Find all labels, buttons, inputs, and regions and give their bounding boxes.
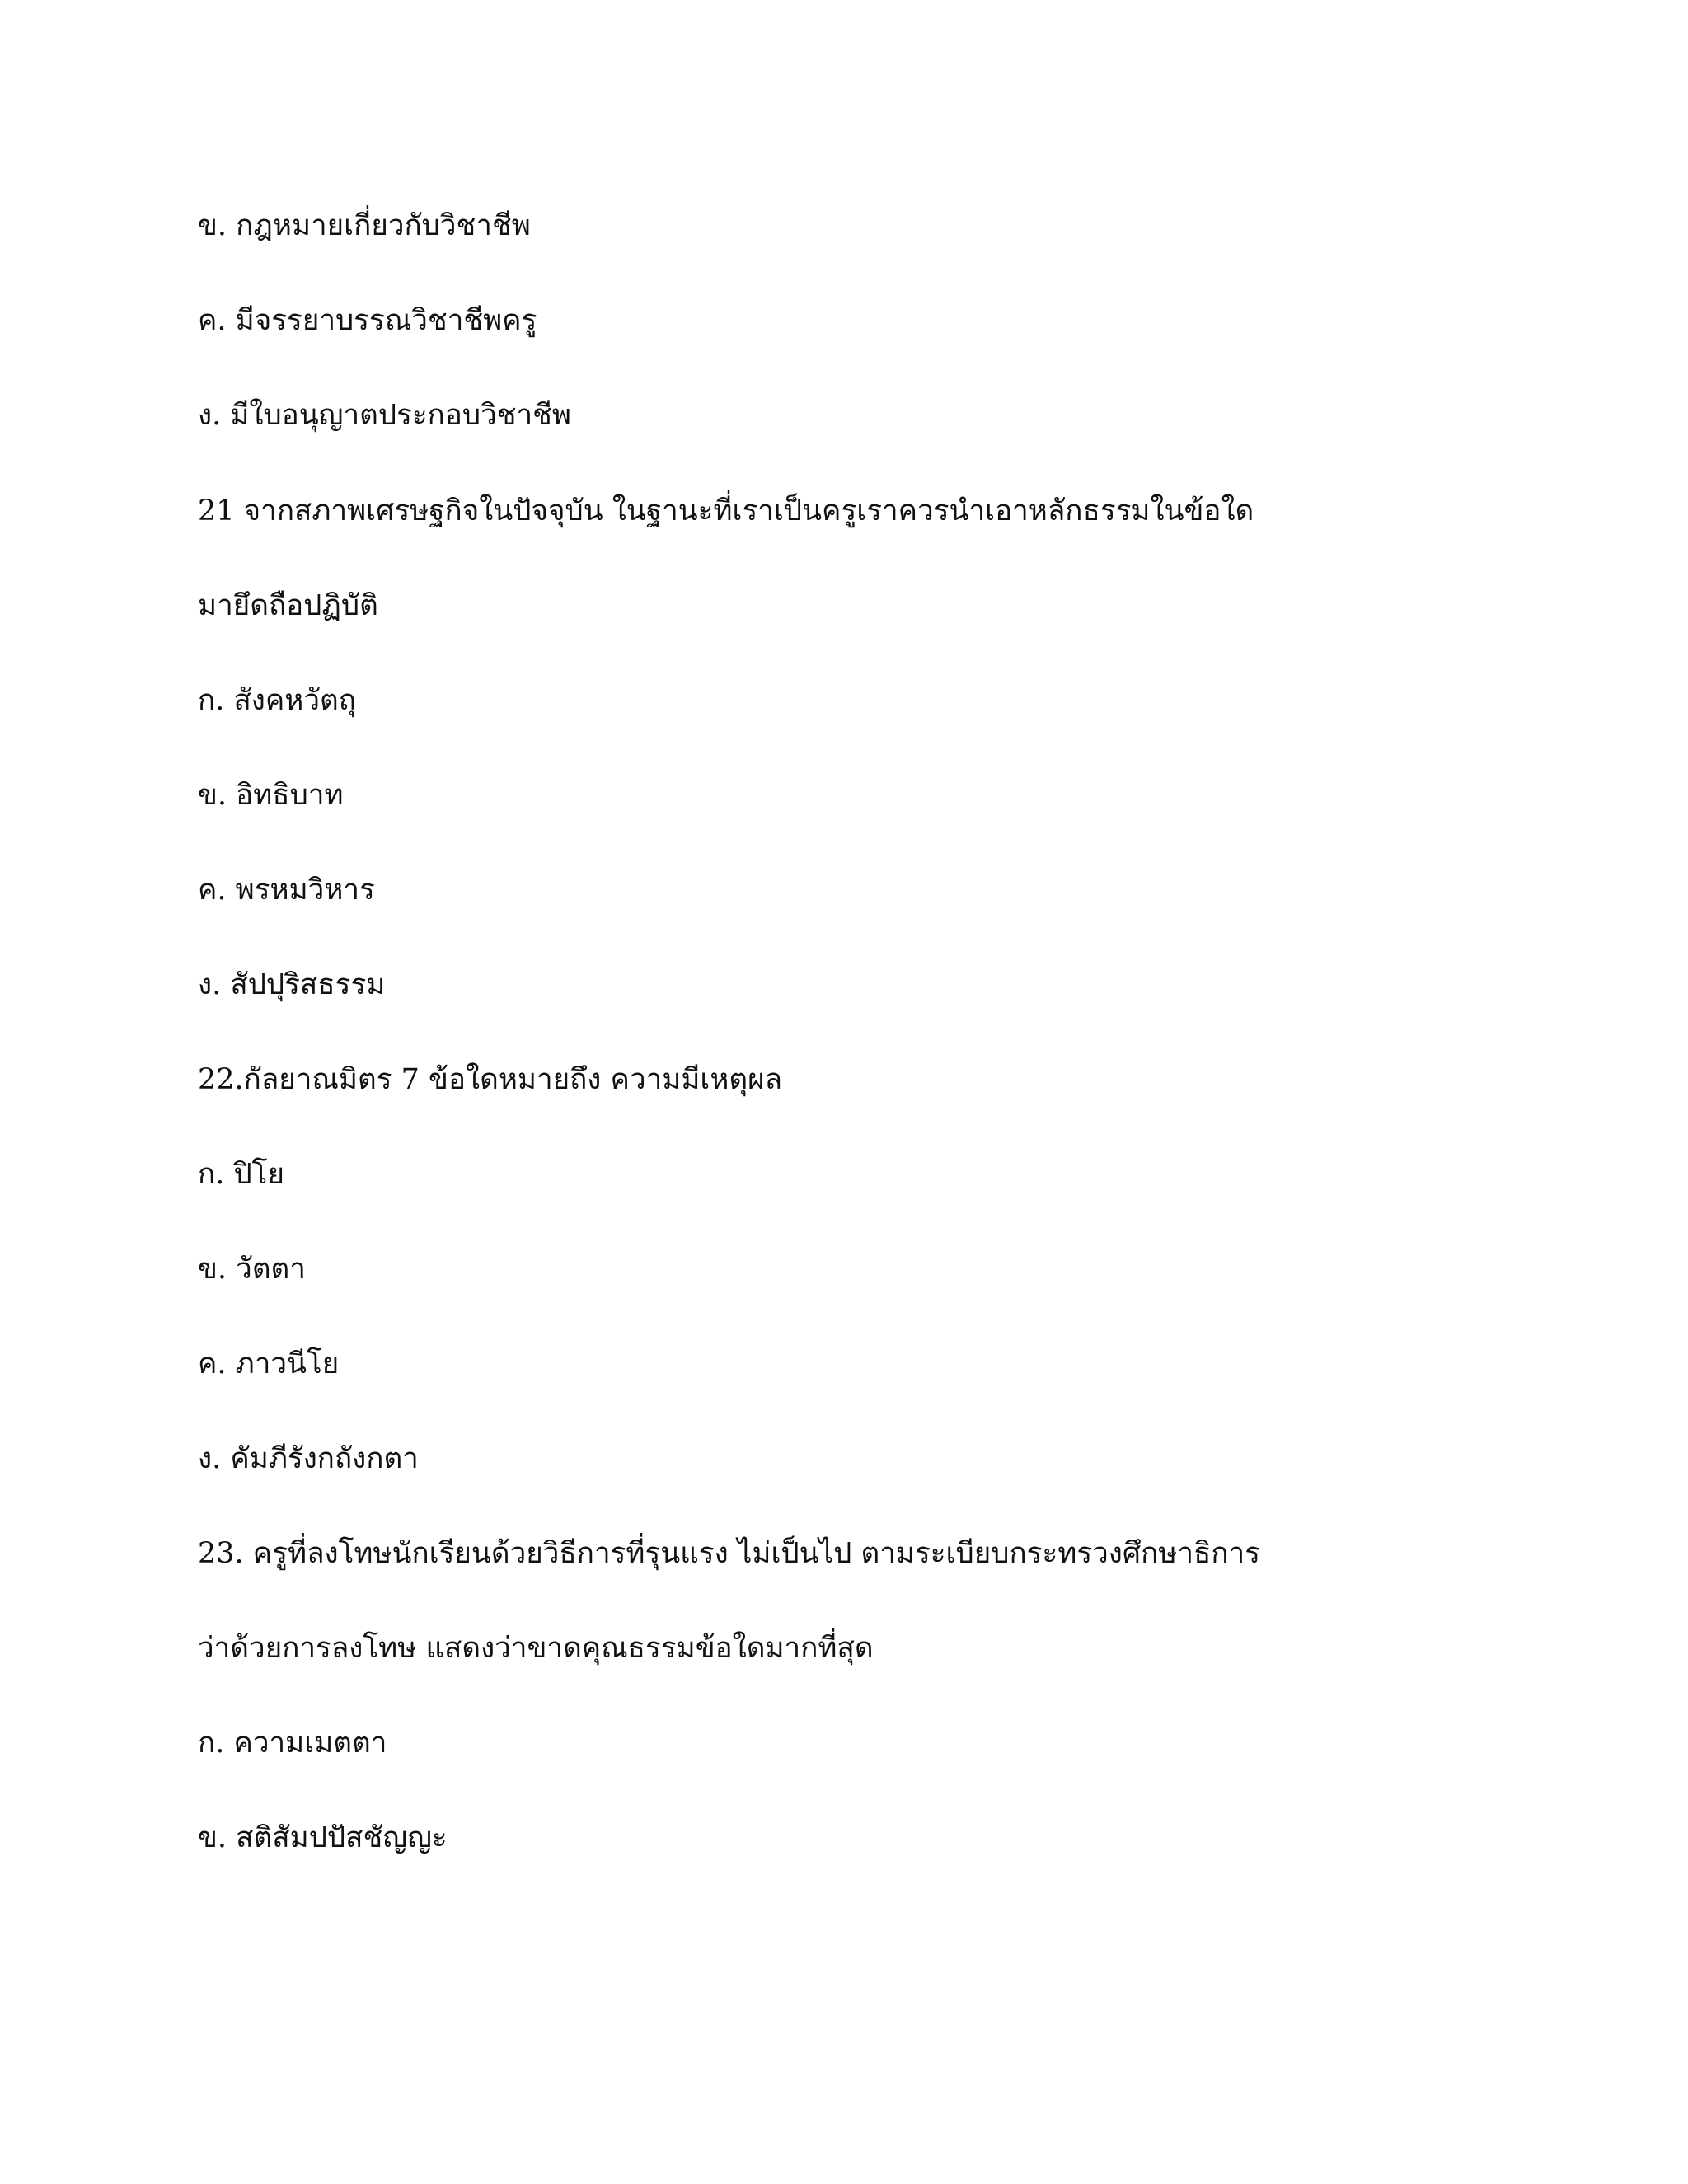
answer-choice-ngo: ง. มีใบอนุญาตประกอบวิชาชีพ [198,399,572,432]
question-21-choice-ko: ก. สังคหวัตถุ [198,684,356,717]
question-21-choice-ngo: ง. สัปปุริสธรรม [198,968,386,1001]
question-22-choice-ngo: ง. คัมภีรังกถังกตา [198,1442,419,1475]
question-22-choice-kho: ข. วัตตา [198,1253,306,1286]
question-21-line-2: มายึดถือปฏิบัติ [198,589,378,622]
question-23-line-2: ว่าด้วยการลงโทษ แสดงว่าขาดคุณธรรมข้อใดมากที่สุด [198,1632,874,1665]
question-21-choice-kho: ข. อิทธิบาท [198,779,344,812]
question-22-text: 22.กัลยาณมิตร 7 ข้อใดหมายถึง ความมีเหตุผล [198,1063,783,1096]
question-23-line-1: 23. ครูที่ลงโทษนักเรียนด้วยวิธีการที่รุนแรง ไม่เป็นไป ตามระเบียบกระทรวงศึกษาธิการ [198,1537,1261,1570]
question-22-choice-kho-2: ค. ภาวนีโย [198,1347,340,1380]
question-23-choice-ko: ก. ความเมตตา [198,1727,387,1760]
answer-choice-kho: ข. กฎหมายเกี่ยวกับวิชาชีพ [198,209,531,242]
question-22-choice-ko: ก. ปิโย [198,1158,284,1191]
question-23-choice-kho: ข. สติสัมปปัสชัญญะ [198,1821,448,1854]
answer-choice-kho-2: ค. มีจรรยาบรรณวิชาชีพครู [198,304,537,337]
question-21-choice-kho-2: ค. พรหมวิหาร [198,874,375,907]
question-21-line-1: 21 จากสภาพเศรษฐกิจในปัจจุบัน ในฐานะที่เราเป็นครูเราควรนำเอาหลักธรรมในข้อใด [198,494,1254,527]
